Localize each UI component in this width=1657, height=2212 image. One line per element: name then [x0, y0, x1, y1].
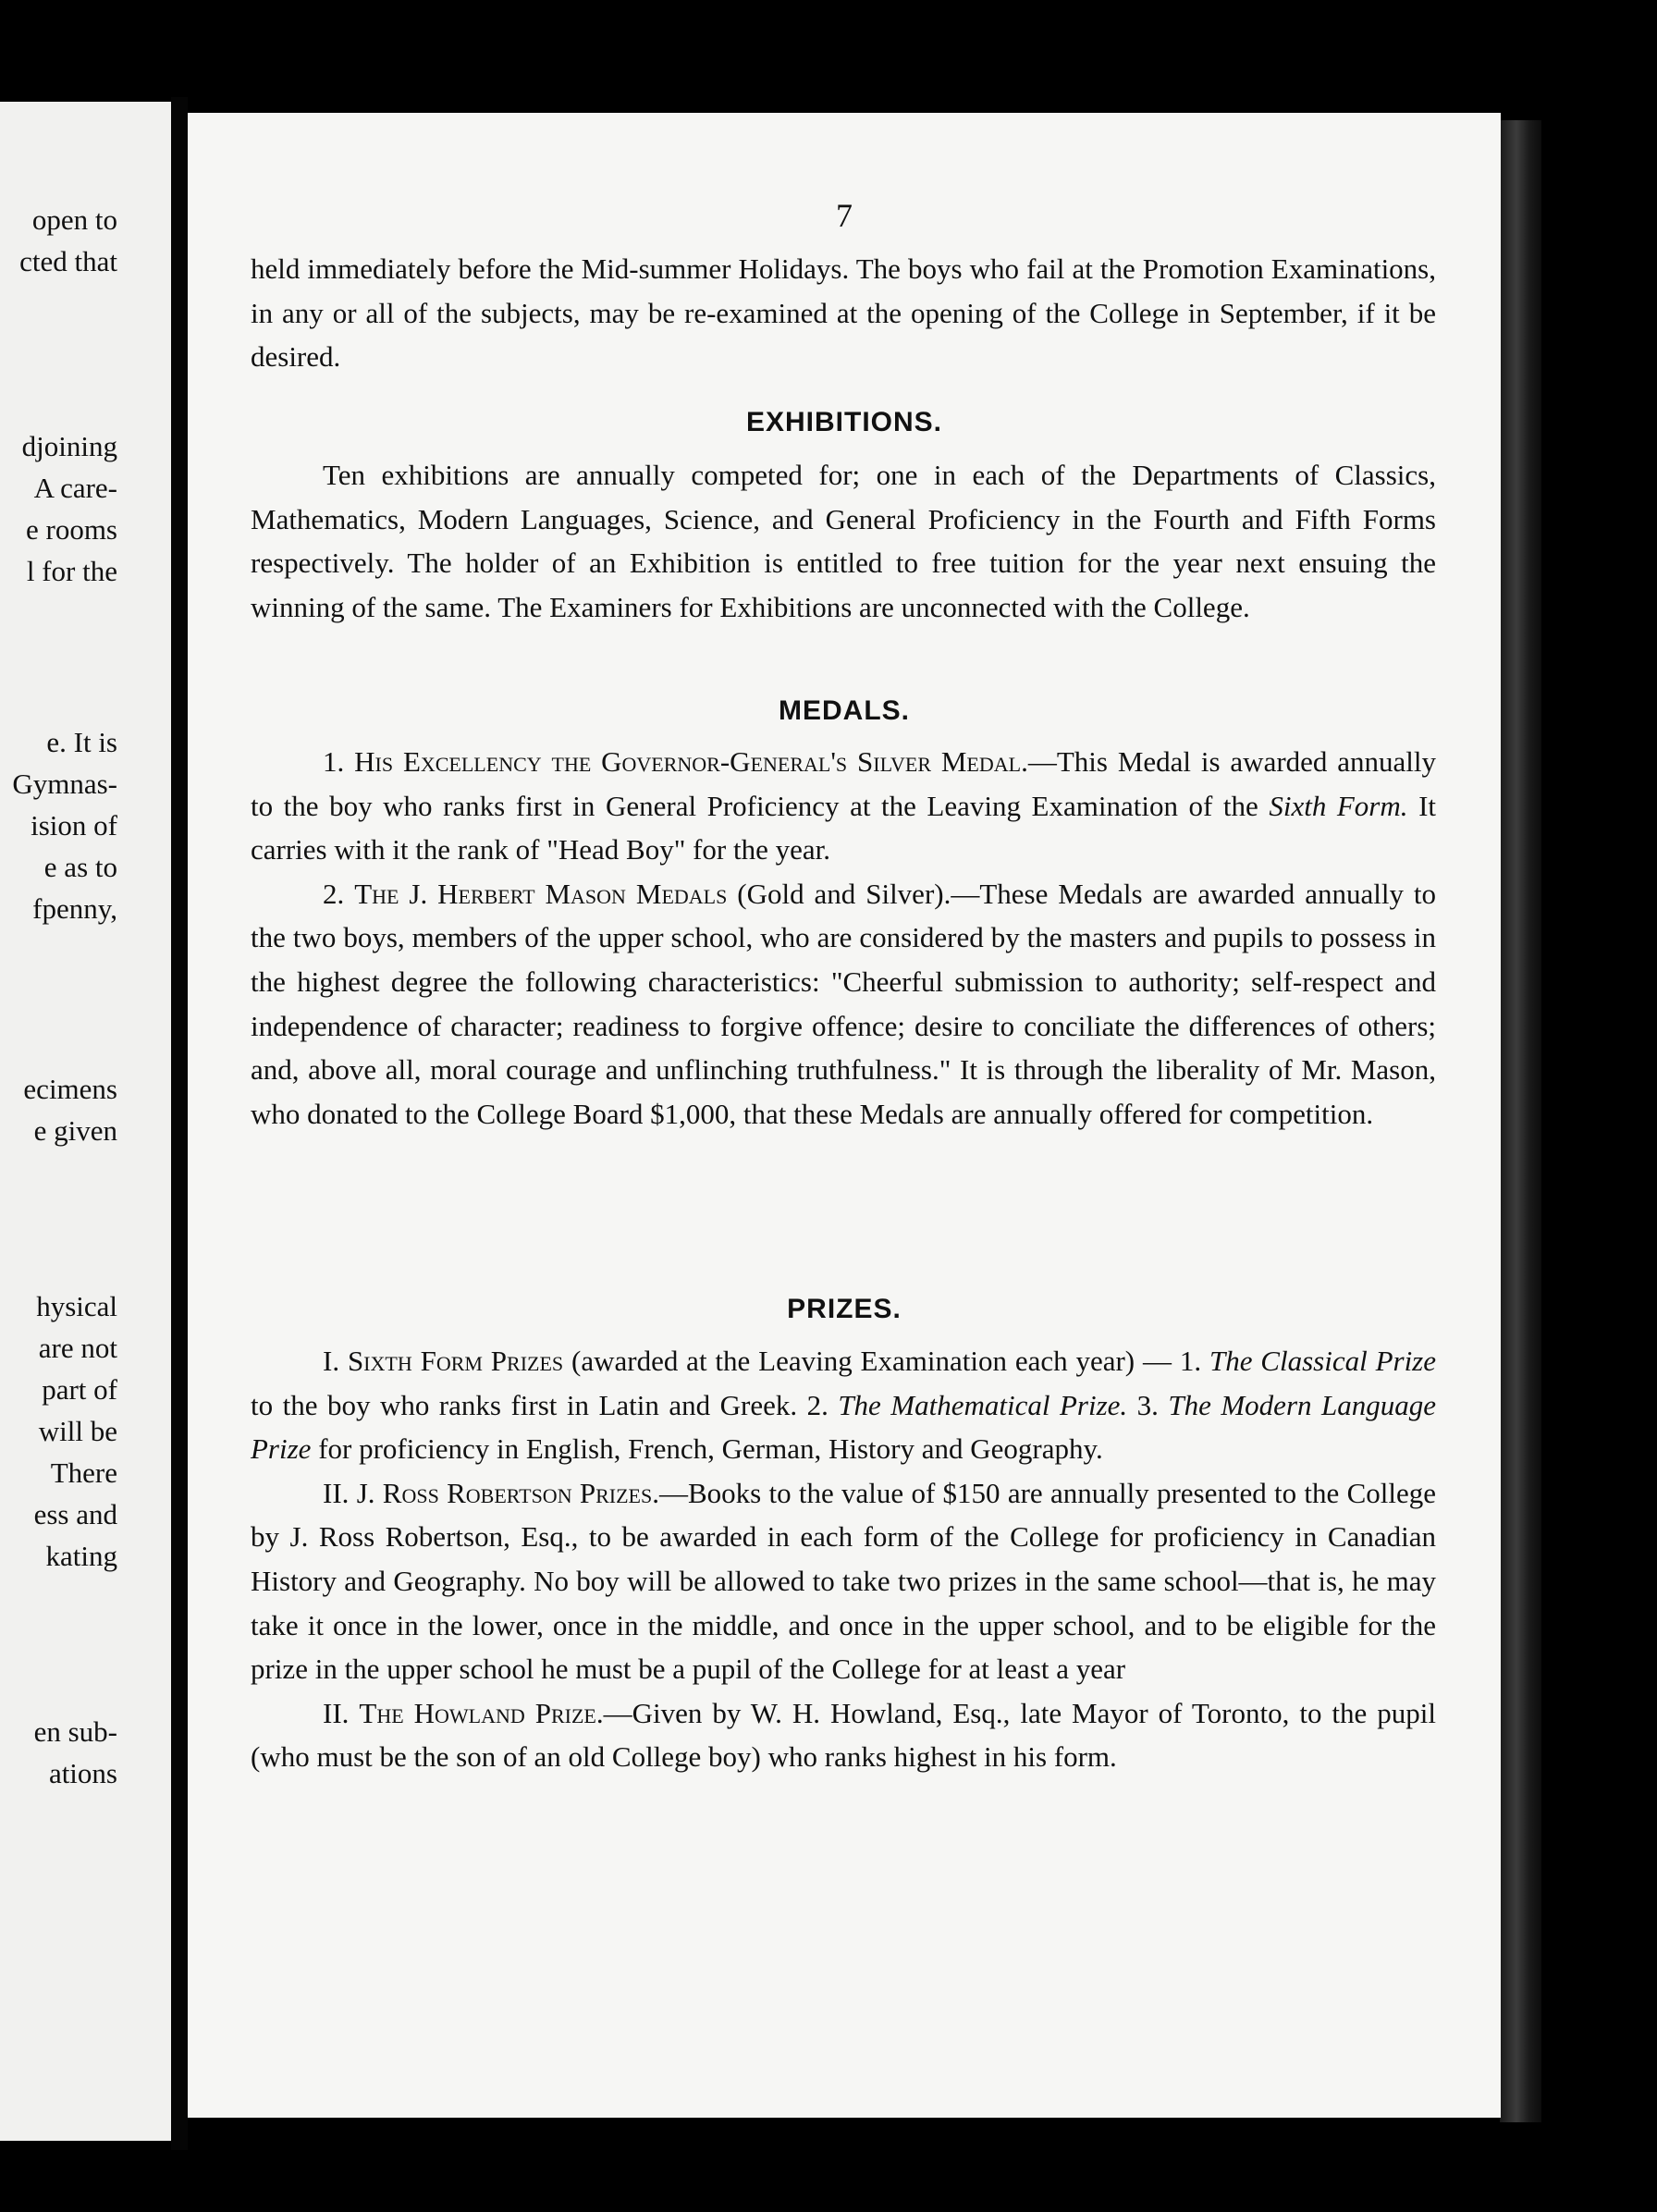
prize-3-title: The Howland Prize.	[359, 1696, 604, 1729]
prize-item-2	[251, 1471, 1436, 1691]
left-page-line: Gymnas-	[12, 768, 117, 800]
medal-item-2	[251, 872, 1436, 1137]
book-gutter	[171, 97, 188, 2150]
prize-1-title: Sixth Form Prizes	[347, 1345, 564, 1377]
page-number: 7	[836, 197, 853, 234]
mathematical-prize: The Mathematical Prize.	[838, 1388, 1128, 1421]
exhibitions-heading: EXHIBITIONS.	[745, 407, 943, 437]
intro-paragraph: held immediately before the Mid-summer Holidays. The boys who fail at the Promotion Examinations, in any or all of the subjects, may be re-examined at the opening of the College in September, if it be desired.	[251, 252, 1436, 374]
prize-2-title: J. Ross Robertson Prizes.	[356, 1476, 659, 1509]
left-page-line: e rooms	[25, 513, 117, 546]
medal-1-form: Sixth Form.	[1269, 789, 1408, 822]
prize-2-number: II.	[323, 1476, 350, 1509]
medal-1-title: His Excellency the Governor-General's Silver Medal.	[354, 745, 1028, 778]
left-page-line: A care-	[33, 472, 117, 504]
left-page-line: en sub-	[33, 1715, 117, 1748]
left-page-line: ecimens	[23, 1073, 117, 1105]
page	[188, 113, 1501, 2118]
prize-3-text: —Given by W. H. Howland, Esq., late Mayor of Toronto, to the pupil (who must be the son of an old College boy) who ranks highest in his form.	[251, 1696, 1437, 1774]
medal-2-text: (Gold and Silver).—These Medals are awarded annually to the two boys, members of the upper school, who are considered by the masters and pupils to possess in the highest degree the following characteristics: "Cheerful submission to authority; self-respect and independence of character; readiness to forgive offence; desire to conciliate the differences of others; and, above all, moral courage and unflinching truthfulness." It is through the liberality of Mr. Mason, who donated to the College Board $1,000, that these Medals are annually offered for competition.	[251, 877, 1436, 1130]
left-page-line: ess and	[33, 1498, 117, 1530]
prize-1-text-b: to the boy who ranks first in Latin and Greek. 2.	[251, 1388, 839, 1421]
prize-1-text-c: 3.	[1127, 1388, 1169, 1421]
exhibitions-section	[251, 453, 1436, 629]
left-page-line: There	[50, 1456, 117, 1489]
prize-1-number: I.	[323, 1345, 340, 1377]
left-page-line: will be	[38, 1415, 117, 1447]
exhibitions-paragraph: Ten exhibitions are annually competed for; one in each of the Departments of Classics, Mathematics, Modern Languages, Science, and General Proficiency in the Fourth and Fifth Forms respectively. The holder of an Exhibition is entitled to free tuition for the year next ensuing the winning of the same. The Examiners for Exhibitions are unconnected with the College.	[251, 459, 1436, 623]
medal-2-number: 2.	[323, 877, 345, 910]
left-page-line: are not	[38, 1332, 117, 1364]
left-page-line: open to	[31, 203, 117, 236]
prize-3-number: II.	[323, 1696, 350, 1729]
modern-language-prize: The Modern Language Prize	[251, 1388, 1436, 1466]
left-page-line: e as to	[43, 851, 117, 883]
left-page-line: kating	[45, 1540, 117, 1572]
left-page-line: hysical	[36, 1290, 117, 1322]
left-page-line: e given	[33, 1114, 117, 1147]
prize-1-text-d: for proficiency in English, French, German, History and Geography.	[311, 1432, 1103, 1466]
left-page-line: l for the	[26, 555, 117, 587]
medal-item-1	[251, 740, 1436, 872]
medal-1-text: —This Medal is awarded annually to the boy who ranks first in General Proficiency at the Leaving Examination of the	[251, 745, 1437, 822]
left-page-line: part of	[42, 1373, 117, 1406]
left-page-line: ision of	[31, 809, 117, 842]
prize-item-3	[251, 1691, 1436, 1779]
medal-1-number: 1.	[323, 745, 345, 778]
left-page-line: cted that	[19, 245, 117, 277]
book-edge	[1500, 120, 1541, 2122]
left-page-line: fpenny,	[32, 892, 117, 925]
medals-heading: MEDALS.	[779, 695, 910, 726]
prize-2-text: —Books to the value of $150 are annually presented to the College by J. Ross Robertson, Esq., to be awarded in each form of the College for proficiency in Canadian History and Geography. No boy will be allowed to take two prizes in the same school—that is, he may take it once in the lower, once in the middle, and once in the upper school, and to be eligible for the prize in the upper school he must be a pupil of the College for at least a year	[251, 1476, 1437, 1686]
medal-1-text-end: It carries with it the rank of "Head Boy" for the year.	[251, 789, 1437, 866]
left-page-line: e. It is	[46, 726, 117, 758]
prizes-section	[251, 1339, 1436, 1779]
medal-2-title: The J. Herbert Mason Medals	[354, 877, 728, 910]
left-page-line: ations	[48, 1757, 117, 1789]
left-page-line: djoining	[21, 430, 117, 462]
prize-item-1	[251, 1339, 1436, 1471]
intro-paragraph-block	[251, 247, 1436, 379]
classical-prize: The Classical Prize	[1209, 1345, 1437, 1377]
prize-1-text-a: (awarded at the Leaving Examination each year) — 1.	[563, 1345, 1209, 1377]
prizes-heading: PRIZES.	[787, 1294, 902, 1324]
medals-section	[251, 740, 1436, 1136]
previous-page-fragment	[0, 102, 171, 2141]
